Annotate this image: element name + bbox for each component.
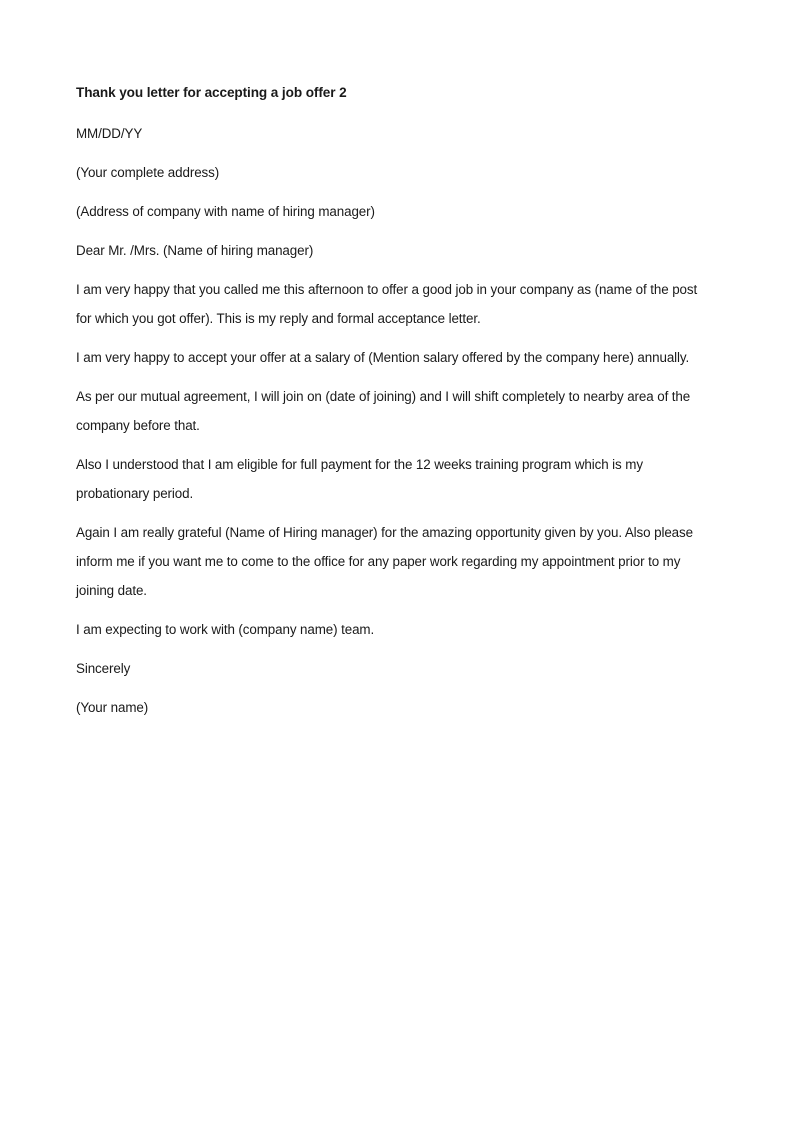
letter-body	[76, 84, 716, 732]
paragraph-salary-acceptance: I am very happy to accept your offer at a salary of (Mention salary offered by the company here) annually.	[76, 350, 690, 365]
paragraph-probation: Also I understood that I am eligible for full payment for the 12 weeks training program which is my probationary period.	[76, 457, 643, 501]
paragraph-offer-acknowledgement: I am very happy that you called me this afternoon to offer a good job in your company as (name of the post for which you got offer). This is my reply and formal acceptance letter.	[76, 282, 698, 326]
paragraph-gratitude: Again I am really grateful (Name of Hiring manager) for the amazing opportunity given by you. Also please inform me if you want me to come to the office for any paper work regarding my appointment prior to my joining date.	[76, 525, 693, 598]
signature: (Your name)	[76, 700, 149, 715]
paragraph-team: I am expecting to work with (company name) team.	[76, 622, 375, 637]
company-address: (Address of company with name of hiring manager)	[76, 204, 375, 219]
letter-date: MM/DD/YY	[76, 126, 143, 141]
document-title: Thank you letter for accepting a job offer 2	[76, 85, 347, 100]
sender-address: (Your complete address)	[76, 165, 220, 180]
salutation: Dear Mr. /Mrs. (Name of hiring manager)	[76, 243, 314, 258]
paragraph-joining-date: As per our mutual agreement, I will join on (date of joining) and I will shift completely to nearby area of the company before that.	[76, 389, 691, 433]
closing: Sincerely	[76, 661, 131, 676]
